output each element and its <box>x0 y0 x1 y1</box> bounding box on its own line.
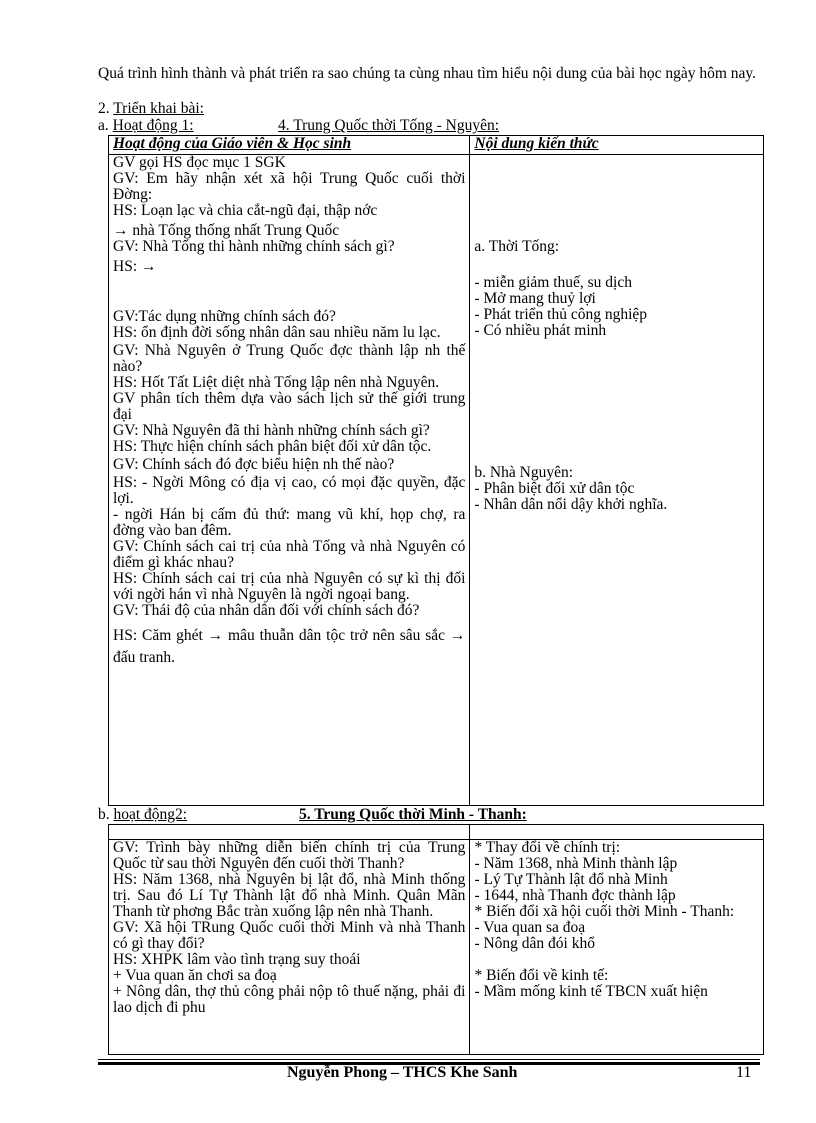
activity-line: + Nông dân, thợ thủ công phải nộp tô thuế nặng, phải đi lao dịch đi phu <box>113 983 466 1016</box>
activity-line: GV: Em hãy nhận xét xã hội Trung Quốc cuối thời Đờng: <box>113 170 466 203</box>
activity-2-label: hoạt động2: <box>113 806 188 823</box>
activity-2-title: 5. Trung Quốc thời Minh - Thanh: <box>299 806 527 823</box>
activity-line: GV: Nhà Nguyên ở Trung Quốc đợc thành lập nh thế nào? <box>113 342 466 375</box>
activity-line: GV: Thái độ của nhân dân đối với chính sách đó? <box>113 602 420 619</box>
activity-line: - ngời Hán bị cấm đủ thứ: mang vũ khí, họp chợ, ra đờng vào ban đêm. <box>113 506 466 539</box>
activity-line: GV: Nhà Nguyên đã thi hành những chính sách gì? <box>113 422 430 439</box>
table-body-row <box>109 155 764 806</box>
activity-line: HS: - Ngời Mông có địa vị cao, có mọi đặc quyền, đặc lợi. <box>113 474 466 507</box>
content-line: - miễn giảm thuế, su dịch <box>474 274 632 291</box>
content-line: - Mở mang thuỷ lợi <box>474 290 596 307</box>
section-2-number: 2. <box>98 100 114 117</box>
content-line: - Phân biệt đối xử dân tộc <box>474 480 635 497</box>
activities-cell <box>109 155 470 806</box>
section-2-heading <box>98 101 204 117</box>
content-line: - Nông dân đói khổ <box>474 935 595 952</box>
table-minh-thanh <box>108 824 764 1055</box>
activity-1-prefix: a. <box>98 117 113 134</box>
activity-line: HS: Chính sách cai trị của nhà Nguyên có sự kì thị đối với ngời hán vì nhà Nguyên là ngời ngoại bang. <box>113 570 466 603</box>
content-line: * Thay đổi về chính trị: <box>474 839 621 856</box>
col-header-content: Nội dung kiến thức <box>470 136 764 155</box>
activity-line: GV phân tích thêm dựa vào sách lịch sử thế giới trung đại <box>113 390 466 423</box>
activity-line: GV:Tác dụng những chính sách đó? <box>113 308 336 325</box>
footer-rule-thin <box>98 1059 760 1060</box>
activity-line: HS: → <box>113 258 157 275</box>
content-line: - Lý Tự Thành lật đổ nhà Minh <box>474 871 668 888</box>
page-number: 11 <box>736 1064 752 1081</box>
col-header-activities: Hoạt động của Giáo viên & Học sinh <box>109 136 470 155</box>
activity-line: HS: Năm 1368, nhà Nguyên bị lật đổ, nhà Minh thống trị. Sau đó Lí Tự Thành lật đổ nhà Minh. Quân Mãn Thanh từ phơng Bắc tràn xuống lập nên nhà Thanh. <box>113 871 466 920</box>
section-2-label: Triển khai bài: <box>113 100 204 117</box>
intro-paragraph: Quá trình hình thành và phát triển ra sao chúng ta cùng nhau tìm hiểu nội dung của bài học ngày hôm nay. <box>98 65 757 82</box>
activity-line: HS: Căm ghét → mâu thuẫn dân tộc trở nên sâu sắc → đấu tranh. <box>113 627 466 666</box>
content-cell <box>470 840 764 1055</box>
table-tong-nguyen <box>108 135 764 806</box>
content-line: - Mầm mống kinh tế TBCN xuất hiện <box>474 983 708 1000</box>
activities-cell <box>109 840 470 1055</box>
content-line: - 1644, nhà Thanh đợc thành lập <box>474 887 676 904</box>
table-header-row <box>109 136 764 155</box>
activity-line: GV gọi HS đọc mục 1 SGK <box>113 154 286 171</box>
activity-2-prefix: b. <box>98 806 114 823</box>
activity-line: HS: Hốt Tất Liệt diệt nhà Tống lập nên nhà Nguyên. <box>113 374 440 391</box>
activity-line: HS: Thực hiện chính sách phân biệt đối xử dân tộc. <box>113 438 432 455</box>
activity-line: GV: Chính sách cai trị của nhà Tống và nhà Nguyên có điểm gì khác nhau? <box>113 538 466 571</box>
content-line: a. Thời Tống: <box>474 238 560 255</box>
activity-line: → nhà Tống thống nhất Trung Quốc <box>113 222 340 239</box>
activity-1-label: Hoạt động 1: <box>112 117 194 134</box>
content-line: * Biến đổi về kinh tế: <box>474 967 609 984</box>
content-line: * Biến đổi xã hội cuối thời Minh - Thanh: <box>474 903 735 920</box>
content-line: - Vua quan sa đoạ <box>474 919 586 936</box>
activity-2-heading <box>98 806 527 823</box>
activity-line: GV: Trình bày những diễn biến chính trị của Trung Quốc từ sau thời Nguyên đến cuối thời Thanh? <box>113 839 466 872</box>
content-line: - Phát triển thủ công nghiệp <box>474 306 648 323</box>
footer-author: Nguyễn Phong – THCS Khe Sanh <box>287 1064 518 1081</box>
activity-line: GV: Xã hội TRung Quốc cuối thời Minh và nhà Thanh có gì thay đổi? <box>113 919 466 952</box>
table-empty-header-row <box>109 825 764 840</box>
activity-1-title: 4. Trung Quốc thời Tống - Nguyên: <box>278 117 500 134</box>
activity-line: GV: Chính sách đó đợc biểu hiện nh thế nào? <box>113 456 395 473</box>
activity-line: GV: Nhà Tống thi hành những chính sách gì? <box>113 238 395 255</box>
activity-1-heading <box>98 117 500 134</box>
activity-line: + Vua quan ăn chơi sa đoạ <box>113 967 277 984</box>
content-line: - Có nhiều phát minh <box>474 322 607 339</box>
content-line: - Nhân dân nổi dậy khởi nghĩa. <box>474 496 668 513</box>
activity-line: HS: XHPK lâm vào tình trạng suy thoái <box>113 951 361 968</box>
table-body-row <box>109 840 764 1055</box>
content-line: - Năm 1368, nhà Minh thành lập <box>474 855 678 872</box>
content-cell <box>470 155 764 806</box>
activity-line: HS: ổn định đời sống nhân dân sau nhiều năm lu lạc. <box>113 324 441 341</box>
content-line: b. Nhà Nguyên: <box>474 464 573 481</box>
activity-line: HS: Loạn lạc và chia cắt-ngũ đại, thập nớc <box>113 202 378 219</box>
